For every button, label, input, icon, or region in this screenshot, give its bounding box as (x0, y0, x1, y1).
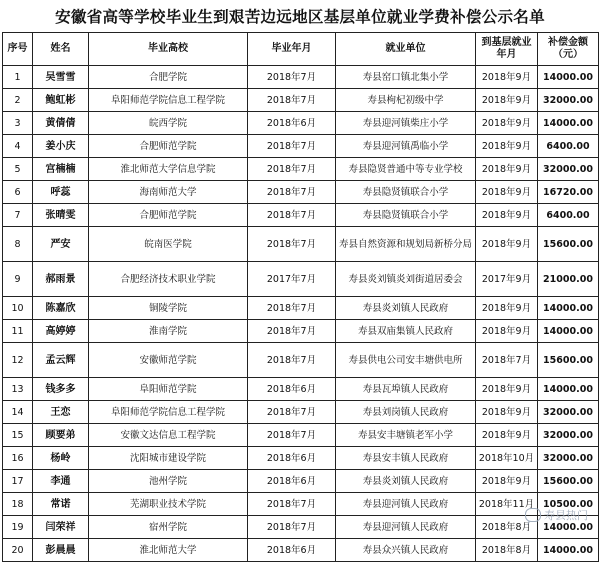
cell-employer: 寿县隐贤镇联合小学 (336, 204, 476, 227)
cell-index: 17 (3, 470, 33, 493)
cell-amount: 14000.00 (538, 539, 599, 562)
cell-grad-date: 2018年7月 (248, 320, 336, 343)
cell-index: 12 (3, 343, 33, 378)
table-row (3, 89, 599, 112)
cell-grad-date: 2018年7月 (248, 401, 336, 424)
page-title: 安徽省高等学校毕业生到艰苦边远地区基层单位就业学费补偿公示名单 (55, 8, 545, 26)
table-row (3, 227, 599, 262)
cell-amount: 21000.00 (538, 262, 599, 297)
cell-employment-date: 2018年7月 (476, 343, 538, 378)
cell-employer: 寿县众兴镇人民政府 (336, 539, 476, 562)
cell-grad-date: 2018年7月 (248, 204, 336, 227)
table-row (3, 539, 599, 562)
watermark-text: 寿县热门 (544, 509, 588, 522)
cell-amount: 15600.00 (538, 227, 599, 262)
cell-amount: 14000.00 (538, 112, 599, 135)
table-row (3, 401, 599, 424)
cell-employer: 寿县安丰镇人民政府 (336, 447, 476, 470)
table-row (3, 112, 599, 135)
cell-grad-date: 2018年6月 (248, 112, 336, 135)
cell-grad-date: 2018年6月 (248, 447, 336, 470)
cell-name: 鲍虹彬 (33, 89, 89, 112)
cell-amount: 14000.00 (538, 378, 599, 401)
cell-employment-date: 2018年9月 (476, 401, 538, 424)
cell-school: 安徽师范学院 (89, 343, 248, 378)
cell-amount: 32000.00 (538, 158, 599, 181)
header-school: 毕业高校 (89, 33, 248, 66)
cell-index: 20 (3, 539, 33, 562)
cell-index: 9 (3, 262, 33, 297)
cell-school: 合肥学院 (89, 66, 248, 89)
table-row (3, 378, 599, 401)
cell-amount: 32000.00 (538, 447, 599, 470)
cell-employer: 寿县窑口镇北集小学 (336, 66, 476, 89)
cell-employer: 寿县隐贤镇联合小学 (336, 181, 476, 204)
cell-employment-date: 2018年9月 (476, 424, 538, 447)
cell-index: 6 (3, 181, 33, 204)
cell-employment-date: 2018年9月 (476, 66, 538, 89)
cell-school: 阜阳师范学院信息工程学院 (89, 401, 248, 424)
cell-name: 黄倩倩 (33, 112, 89, 135)
cell-employer: 寿县迎河镇人民政府 (336, 493, 476, 516)
cell-school: 淮北师范大学信息学院 (89, 158, 248, 181)
table-row (3, 424, 599, 447)
cell-index: 7 (3, 204, 33, 227)
header-grad-date: 毕业年月 (248, 33, 336, 66)
document-page (2, 2, 598, 556)
header-employer: 就业单位 (336, 33, 476, 66)
header-amount: 补偿金额（元） (538, 33, 599, 66)
cell-index: 8 (3, 227, 33, 262)
cell-name: 闫荣祥 (33, 516, 89, 539)
cell-grad-date: 2018年6月 (248, 539, 336, 562)
cell-grad-date: 2018年7月 (248, 493, 336, 516)
table-row (3, 135, 599, 158)
cell-employer: 寿县炎刘镇人民政府 (336, 297, 476, 320)
cell-name: 王恋 (33, 401, 89, 424)
cell-grad-date: 2018年7月 (248, 158, 336, 181)
table-row (3, 158, 599, 181)
cell-grad-date: 2018年6月 (248, 378, 336, 401)
watermark (525, 507, 588, 523)
table-row (3, 516, 599, 539)
table-row (3, 297, 599, 320)
cell-grad-date: 2017年7月 (248, 262, 336, 297)
cell-employment-date: 2018年9月 (476, 320, 538, 343)
cell-amount: 6400.00 (538, 135, 599, 158)
cell-name: 张晴雯 (33, 204, 89, 227)
cell-employer: 寿县迎河镇柴庄小学 (336, 112, 476, 135)
cell-grad-date: 2018年7月 (248, 343, 336, 378)
cell-school: 合肥师范学院 (89, 204, 248, 227)
cell-employment-date: 2018年9月 (476, 181, 538, 204)
header-name: 姓名 (33, 33, 89, 66)
header-index: 序号 (3, 33, 33, 66)
cell-school: 阜阳师范学院 (89, 378, 248, 401)
cell-name: 杨岭 (33, 447, 89, 470)
cell-index: 18 (3, 493, 33, 516)
cell-amount: 32000.00 (538, 424, 599, 447)
cell-index: 16 (3, 447, 33, 470)
table-row (3, 66, 599, 89)
cell-school: 铜陵学院 (89, 297, 248, 320)
cell-amount: 15600.00 (538, 343, 599, 378)
table-row (3, 181, 599, 204)
cell-employment-date: 2017年9月 (476, 262, 538, 297)
table-row (3, 320, 599, 343)
cell-school: 海南师范大学 (89, 181, 248, 204)
cell-employment-date: 2018年9月 (476, 112, 538, 135)
cell-index: 2 (3, 89, 33, 112)
table-header-row (3, 33, 599, 66)
cell-index: 3 (3, 112, 33, 135)
cell-grad-date: 2018年7月 (248, 135, 336, 158)
cell-employment-date: 2018年9月 (476, 158, 538, 181)
cell-employment-date: 2018年8月 (476, 539, 538, 562)
cell-employer: 寿县迎河镇禹临小学 (336, 135, 476, 158)
cell-employer: 寿县炎刘镇炎刘街道居委会 (336, 262, 476, 297)
cell-employment-date: 2018年8月 (476, 516, 538, 539)
chat-bubble-icon (525, 508, 541, 522)
cell-employment-date: 2018年11月 (476, 493, 538, 516)
cell-school: 沈阳城市建设学院 (89, 447, 248, 470)
table-row (3, 447, 599, 470)
cell-index: 1 (3, 66, 33, 89)
cell-employer: 寿县隐贤普通中等专业学校 (336, 158, 476, 181)
cell-employer: 寿县安丰塘镇老军小学 (336, 424, 476, 447)
cell-amount: 14000.00 (538, 297, 599, 320)
table-row (3, 262, 599, 297)
cell-name: 宫楠楠 (33, 158, 89, 181)
cell-employer: 寿县自然资源和规划局新桥分局 (336, 227, 476, 262)
cell-grad-date: 2018年7月 (248, 181, 336, 204)
cell-name: 呼蕊 (33, 181, 89, 204)
cell-amount: 14000.00 (538, 320, 599, 343)
cell-amount: 10500.00 (538, 493, 599, 516)
cell-index: 11 (3, 320, 33, 343)
cell-name: 孟云辉 (33, 343, 89, 378)
cell-employment-date: 2018年9月 (476, 204, 538, 227)
cell-grad-date: 2018年7月 (248, 424, 336, 447)
cell-school: 阜阳师范学院信息工程学院 (89, 89, 248, 112)
cell-school: 池州学院 (89, 470, 248, 493)
cell-name: 常诺 (33, 493, 89, 516)
cell-employment-date: 2018年9月 (476, 470, 538, 493)
cell-amount: 16720.00 (538, 181, 599, 204)
cell-employment-date: 2018年9月 (476, 297, 538, 320)
cell-name: 姜小庆 (33, 135, 89, 158)
cell-employment-date: 2018年9月 (476, 378, 538, 401)
table-row (3, 204, 599, 227)
cell-index: 5 (3, 158, 33, 181)
cell-school: 合肥经济技术职业学院 (89, 262, 248, 297)
cell-school: 淮北师范大学 (89, 539, 248, 562)
cell-employer: 寿县刘岗镇人民政府 (336, 401, 476, 424)
cell-amount: 32000.00 (538, 89, 599, 112)
header-employment-date: 到基层就业年月 (476, 33, 538, 66)
cell-name: 严安 (33, 227, 89, 262)
cell-employer: 寿县枸杞初级中学 (336, 89, 476, 112)
cell-employer: 寿县双庙集镇人民政府 (336, 320, 476, 343)
cell-grad-date: 2018年6月 (248, 470, 336, 493)
cell-employer: 寿县瓦埠镇人民政府 (336, 378, 476, 401)
cell-employer: 寿县炎刘镇人民政府 (336, 470, 476, 493)
cell-name: 钱多多 (33, 378, 89, 401)
cell-grad-date: 2018年7月 (248, 227, 336, 262)
cell-index: 14 (3, 401, 33, 424)
cell-school: 宿州学院 (89, 516, 248, 539)
cell-employment-date: 2018年9月 (476, 135, 538, 158)
cell-school: 芜湖职业技术学院 (89, 493, 248, 516)
table-row (3, 343, 599, 378)
cell-employer: 寿县供电公司安丰塘供电所 (336, 343, 476, 378)
cell-employer: 寿县迎河镇人民政府 (336, 516, 476, 539)
cell-amount: 6400.00 (538, 204, 599, 227)
cell-school: 安徽文达信息工程学院 (89, 424, 248, 447)
cell-index: 19 (3, 516, 33, 539)
cell-name: 陈嘉欣 (33, 297, 89, 320)
cell-name: 彭晨晨 (33, 539, 89, 562)
subsidy-table (2, 32, 599, 562)
cell-grad-date: 2018年7月 (248, 66, 336, 89)
cell-employment-date: 2018年9月 (476, 89, 538, 112)
table-row (3, 470, 599, 493)
cell-index: 4 (3, 135, 33, 158)
cell-school: 合肥师范学院 (89, 135, 248, 158)
cell-name: 郝雨景 (33, 262, 89, 297)
cell-name: 李通 (33, 470, 89, 493)
cell-amount: 14000.00 (538, 516, 599, 539)
cell-index: 10 (3, 297, 33, 320)
cell-school: 皖南医学院 (89, 227, 248, 262)
cell-grad-date: 2018年7月 (248, 516, 336, 539)
cell-amount: 32000.00 (538, 401, 599, 424)
cell-employment-date: 2018年9月 (476, 227, 538, 262)
table-row (3, 493, 599, 516)
cell-index: 13 (3, 378, 33, 401)
cell-school: 淮南学院 (89, 320, 248, 343)
table-body (3, 66, 599, 562)
cell-name: 吴雪雪 (33, 66, 89, 89)
cell-school: 皖西学院 (89, 112, 248, 135)
cell-amount: 15600.00 (538, 470, 599, 493)
cell-name: 高婷婷 (33, 320, 89, 343)
cell-index: 15 (3, 424, 33, 447)
cell-amount: 14000.00 (538, 66, 599, 89)
cell-grad-date: 2018年7月 (248, 89, 336, 112)
cell-grad-date: 2018年7月 (248, 297, 336, 320)
cell-name: 顾要弟 (33, 424, 89, 447)
cell-employment-date: 2018年10月 (476, 447, 538, 470)
